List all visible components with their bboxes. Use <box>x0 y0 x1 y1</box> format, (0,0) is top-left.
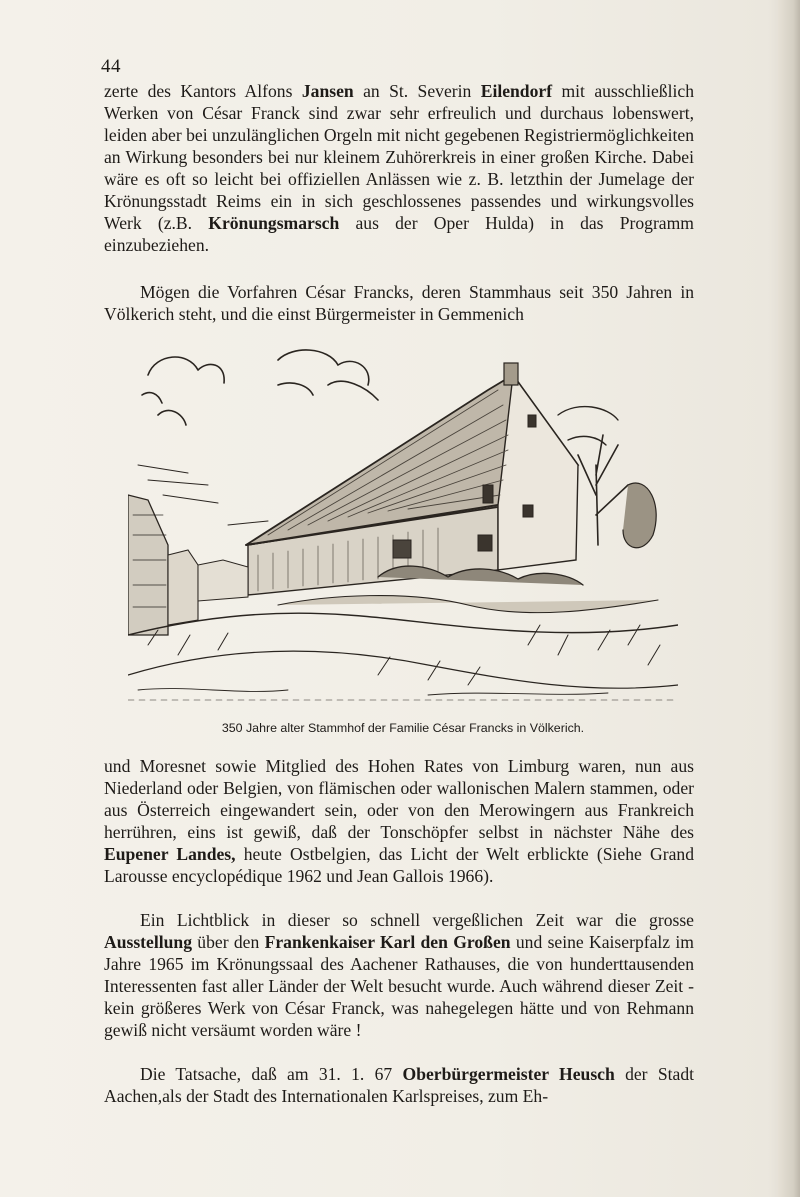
page-edge-shadow <box>778 0 800 1197</box>
text-run: Die Tatsache, daß am 31. 1. 67 <box>140 1064 403 1084</box>
bold-frankenkaiser: Frankenkaiser Karl den Großen <box>264 932 511 952</box>
bold-ausstellung: Ausstellung <box>104 932 192 952</box>
paragraph-2 <box>104 281 694 325</box>
text-run: der Stadt Aachen,als der Stadt des Internationalen Karlspreises, zum Eh- <box>104 1064 695 1106</box>
text-run: mit ausschließlich Werken von César Franck sind zwar sehr erfreulich und durchaus lobenswert, leiden aber bei unzulänglichen Orgeln mit nicht gegebenen Registriermöglichkeiten an Wirkung besonders bei nur kleinem Zuhörerkreis in einer großen Kirche. Dabei wäre es oft so leicht bei offiziellen Anlässen wie z. B. letzthin der Jumelage der Krönungsstadt Reims ein in sich geschlossenes passendes und wirkungsvolles Werk (z.B. <box>104 81 694 233</box>
farmhouse-drawing <box>128 345 678 715</box>
text-run: Ein Lichtblick in dieser so schnell vergeßlichen Zeit war die grosse <box>140 910 694 930</box>
illustration-farmhouse <box>128 345 678 715</box>
text-run: Mögen die Vorfahren César Francks, deren Stammhaus seit 350 Jahren in Völkerich steht, und die einst Bürgermeister in Gemmenich <box>104 282 694 324</box>
text-run: zerte des Kantors Alfons <box>104 81 302 101</box>
text-run: heute Ostbelgien, das Licht der Welt erblickte (Siehe Grand Larousse encyclopédique 1962 und Jean Gallois 1966). <box>104 844 694 886</box>
bold-title-kroenungsmarsch: Krönungsmarsch <box>208 213 340 233</box>
bold-name-jansen: Jansen <box>301 81 354 101</box>
figure-caption: 350 Jahre alter Stammhof der Familie César Francks in Völkerich. <box>221 721 585 735</box>
text-run: und seine Kaiserpfalz im Jahre 1965 im Krönungssaal des Aachener Rathauses, die von hunderttausenden Interessenten fast aller Länder der Welt besucht wurde. Auch während dieser Zeit - kein größeres Werk von César Franck, was nahegelegen hätte und von Rehmann gewiß nicht versäumt worden wäre ! <box>104 932 694 1040</box>
bold-oberbuergermeister: Oberbürgermeister Heusch <box>402 1064 615 1084</box>
paragraph-3 <box>104 755 694 887</box>
bold-place-eupener-landes: Eupener Landes, <box>104 844 236 864</box>
paragraph-1 <box>104 80 694 256</box>
text-run: aus der Oper Hulda) in das Programm einzubeziehen. <box>104 213 694 255</box>
text-run: über den <box>192 932 265 952</box>
paragraph-5 <box>104 1063 694 1107</box>
text-run: und Moresnet sowie Mitglied des Hohen Rates von Limburg waren, nun aus Niederland oder Belgien, von flämischen oder wallonischen Malern stammen, oder aus Österreich eingewandert sein, oder von den Merowingern aus Frankreich herrühren, eins ist gewiß, daß der Tonschöpfer selbst in nächster Nähe des <box>104 756 694 842</box>
text-run: an St. Severin <box>353 81 481 101</box>
page-number: 44 <box>101 56 121 77</box>
bold-place-eilendorf: Eilendorf <box>480 81 553 101</box>
paragraph-4 <box>104 909 694 1041</box>
